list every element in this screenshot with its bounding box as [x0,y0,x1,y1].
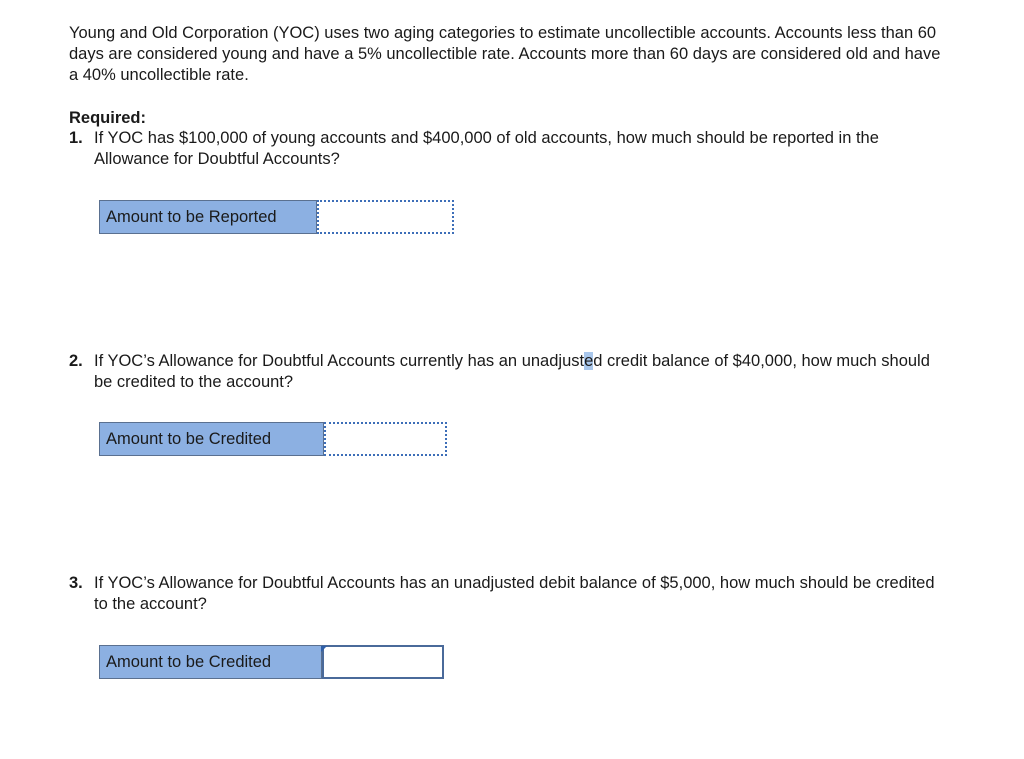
question-1 [69,128,949,170]
cell-marker-icon [321,646,327,652]
question-2 [69,351,949,393]
question-text-start: If YOC’s Allowance for Doubtful Accounts currently has an unadjust [94,352,585,370]
question-text [94,351,949,393]
question-text: If YOC’s Allowance for Doubtful Accounts has an unadjusted debit balance of $5,000, how much should be credited to the account? [94,574,935,613]
question-number: 2. [69,352,83,370]
question-text-end: d credit balance of $40,000, how much should be credited to the account? [94,352,930,391]
amount-credited-input[interactable] [324,422,447,456]
question-3 [69,573,949,615]
question-number: 1. [69,129,83,147]
question-number: 3. [69,574,83,592]
intro-paragraph: Young and Old Corporation (YOC) uses two aging categories to estimate uncollectible accounts. Accounts less than 60 days are considered young and have a 5% uncollectible rate. Accounts more than 60 days are considered old and have a 40% uncollectible rate. [69,24,941,84]
answer-row-2 [99,422,447,456]
text-selection-highlight: e [584,352,594,370]
answer-label: Amount to be Credited [99,422,324,456]
answer-label [99,645,322,679]
required-heading: Required: [69,109,147,127]
answer-row-1 [99,200,454,234]
amount-reported-input[interactable] [317,200,454,234]
question-text: If YOC has $100,000 of young accounts and $400,000 of old accounts, how much should be reported in the Allowance for Doubtful Accounts? [94,129,879,168]
answer-label-text: Amount to be Credited [106,652,272,671]
answer-label: Amount to be Reported [99,200,317,234]
amount-credited-input[interactable] [322,645,444,679]
answer-row-3 [99,645,444,679]
